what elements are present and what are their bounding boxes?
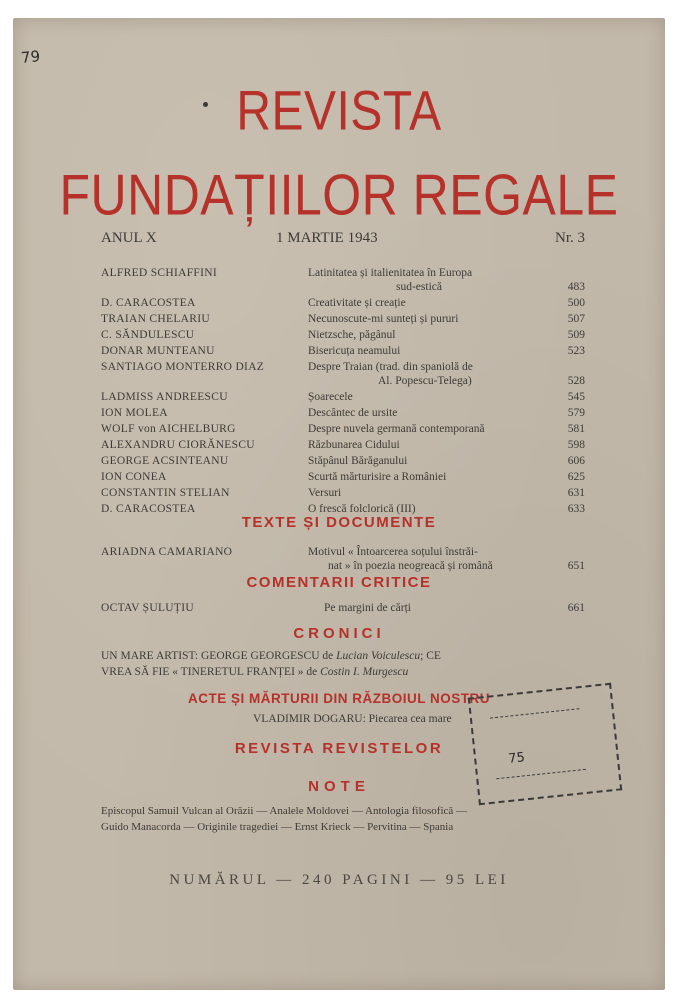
toc-author: CONSTANTIN STELIAN xyxy=(101,487,230,499)
toc-page: 606 xyxy=(567,455,585,467)
toc-work: Șoarecele xyxy=(308,391,353,403)
toc-work-cont: Al. Popescu-Telega) xyxy=(378,375,472,387)
cronici-author-2: Costin I. Murgescu xyxy=(320,666,409,678)
toc-page: 633 xyxy=(567,503,585,515)
toc-page: 509 xyxy=(567,329,585,341)
toc-author: LADMISS ANDREESCU xyxy=(101,391,228,403)
toc-author: GEORGE ACSINTEANU xyxy=(101,455,229,467)
cronici-line-2 xyxy=(101,666,408,678)
issue-year: ANUL X xyxy=(101,230,157,246)
toc-author: ALEXANDRU CIORĂNESCU xyxy=(101,439,255,451)
acte-line: VLADIMIR DOGARU: Piecarea cea mare xyxy=(253,713,452,725)
toc-work: O frescă folclorică (III) xyxy=(308,503,416,515)
toc-page: 625 xyxy=(567,471,585,483)
cronici-title-2: VREA SĂ FIE « TINERETUL FRANȚEI » xyxy=(101,666,304,678)
toc-row xyxy=(101,421,585,437)
toc-page: 523 xyxy=(567,345,585,357)
stamp-text: 75 xyxy=(507,750,526,767)
section-heading-revista: REVISTA REVISTELOR xyxy=(234,740,444,757)
toc-row xyxy=(101,359,585,389)
toc-work-cont: nat » în poezia neogreacă și română xyxy=(328,560,493,572)
toc-author: D. CARACOSTEA xyxy=(101,503,196,515)
cronici-line-1 xyxy=(101,650,441,662)
toc-work: Motivul « Întoarcerea soțului înstrăi- xyxy=(308,546,478,558)
toc-author: SANTIAGO MONTERRO DIAZ xyxy=(101,361,265,373)
toc-work: Nietzsche, păgânul xyxy=(308,329,396,341)
toc-author: DONAR MUNTEANU xyxy=(101,345,215,357)
price-footer: NUMĂRUL — 240 PAGINI — 95 LEI xyxy=(169,872,509,888)
toc-page: 631 xyxy=(567,487,585,499)
toc-row xyxy=(101,544,585,574)
toc-author: C. SĂNDULESCU xyxy=(101,329,195,341)
cronici-title-1: UN MARE ARTIST: GEORGE GEORGESCU xyxy=(101,650,320,662)
toc-work: Scurtă mărturisire a României xyxy=(308,471,447,483)
note-line-2: Guido Manacorda — Originile tragediei — Ernst Krieck — Pervitina — Spania xyxy=(101,821,454,833)
toc-row xyxy=(101,453,585,469)
toc-work: Creativitate și creație xyxy=(308,297,406,309)
table-of-contents xyxy=(101,265,585,517)
toc-page: 500 xyxy=(567,297,585,309)
library-stamp xyxy=(468,683,623,805)
toc-row xyxy=(101,265,585,295)
title-line-1: REVISTA xyxy=(236,81,442,142)
texte-entry xyxy=(101,544,585,574)
section-heading-comentarii: COMENTARII CRITICE xyxy=(246,574,432,591)
toc-row xyxy=(101,405,585,421)
cronici-by-2: de xyxy=(306,666,318,678)
toc-author: ION MOLEA xyxy=(101,407,168,419)
toc-work: Răzbunarea Cidului xyxy=(308,439,400,451)
toc-row xyxy=(101,295,585,311)
toc-work: Versuri xyxy=(308,487,342,499)
toc-work: Pe margini de cărți xyxy=(324,602,411,614)
toc-work-cont: sud-estică xyxy=(396,281,442,293)
cronici-author-1: Lucian Voiculescu xyxy=(336,650,421,662)
toc-page: 528 xyxy=(567,375,585,387)
issue-line xyxy=(101,230,585,248)
toc-page: 579 xyxy=(567,407,585,419)
toc-author: WOLF von AICHELBURG xyxy=(101,423,236,435)
title-line-2: FUNDAȚIILOR REGALE xyxy=(59,162,619,228)
section-heading-cronici: CRONICI xyxy=(293,625,385,642)
cronici-cont-1: ; CE xyxy=(420,650,441,662)
toc-author: ION CONEA xyxy=(101,471,167,483)
issue-date: 1 MARTIE 1943 xyxy=(276,230,378,246)
toc-row xyxy=(101,437,585,453)
toc-page: 483 xyxy=(567,281,585,293)
toc-work: Despre nuvela germană contemporană xyxy=(308,423,485,435)
toc-row xyxy=(101,469,585,485)
note-line-1: Episcopul Samuil Vulcan al Orăzii — Analele Moldovei — Antologia filosofică — xyxy=(101,805,468,817)
toc-work: Descântec de ursite xyxy=(308,407,398,419)
toc-row xyxy=(101,600,585,616)
toc-page: 507 xyxy=(567,313,585,325)
toc-page: 581 xyxy=(567,423,585,435)
toc-work: Necunoscute-mi sunteți și pururi xyxy=(308,313,459,325)
issue-number: Nr. 3 xyxy=(555,230,585,246)
toc-work: Bisericuța neamului xyxy=(308,345,401,357)
toc-row xyxy=(101,389,585,405)
toc-page: 598 xyxy=(567,439,585,451)
cronici-by-1: de xyxy=(322,650,334,662)
toc-row xyxy=(101,327,585,343)
toc-row xyxy=(101,485,585,501)
section-heading-acte: ACTE ȘI MĂRTURII DIN RĂZBOIUL NOSTRU xyxy=(188,691,490,706)
toc-author: TRAIAN CHELARIU xyxy=(101,313,210,325)
stamp-inner-frame xyxy=(490,708,586,779)
section-heading-note: NOTE xyxy=(308,778,370,795)
toc-author: OCTAV ȘULUȚIU xyxy=(101,602,194,614)
toc-work: Stăpânul Bărăganului xyxy=(308,455,408,467)
toc-author: D. CARACOSTEA xyxy=(101,297,196,309)
section-heading-texte: TEXTE ȘI DOCUMENTE xyxy=(241,514,437,531)
toc-author: ARIADNA CAMARIANO xyxy=(101,546,233,558)
toc-page: 545 xyxy=(567,391,585,403)
comentarii-entry xyxy=(101,600,585,616)
toc-row xyxy=(101,343,585,359)
toc-row xyxy=(101,311,585,327)
magazine-cover xyxy=(13,18,665,990)
toc-work: Latinitatea și italienitatea în Europa xyxy=(308,267,473,279)
toc-page: 661 xyxy=(567,602,585,614)
toc-work: Despre Traian (trad. din spaniolă de xyxy=(308,361,473,373)
toc-page: 651 xyxy=(567,560,585,572)
handwritten-mark: 79 xyxy=(20,47,41,67)
toc-author: ALFRED SCHIAFFINI xyxy=(101,267,217,279)
